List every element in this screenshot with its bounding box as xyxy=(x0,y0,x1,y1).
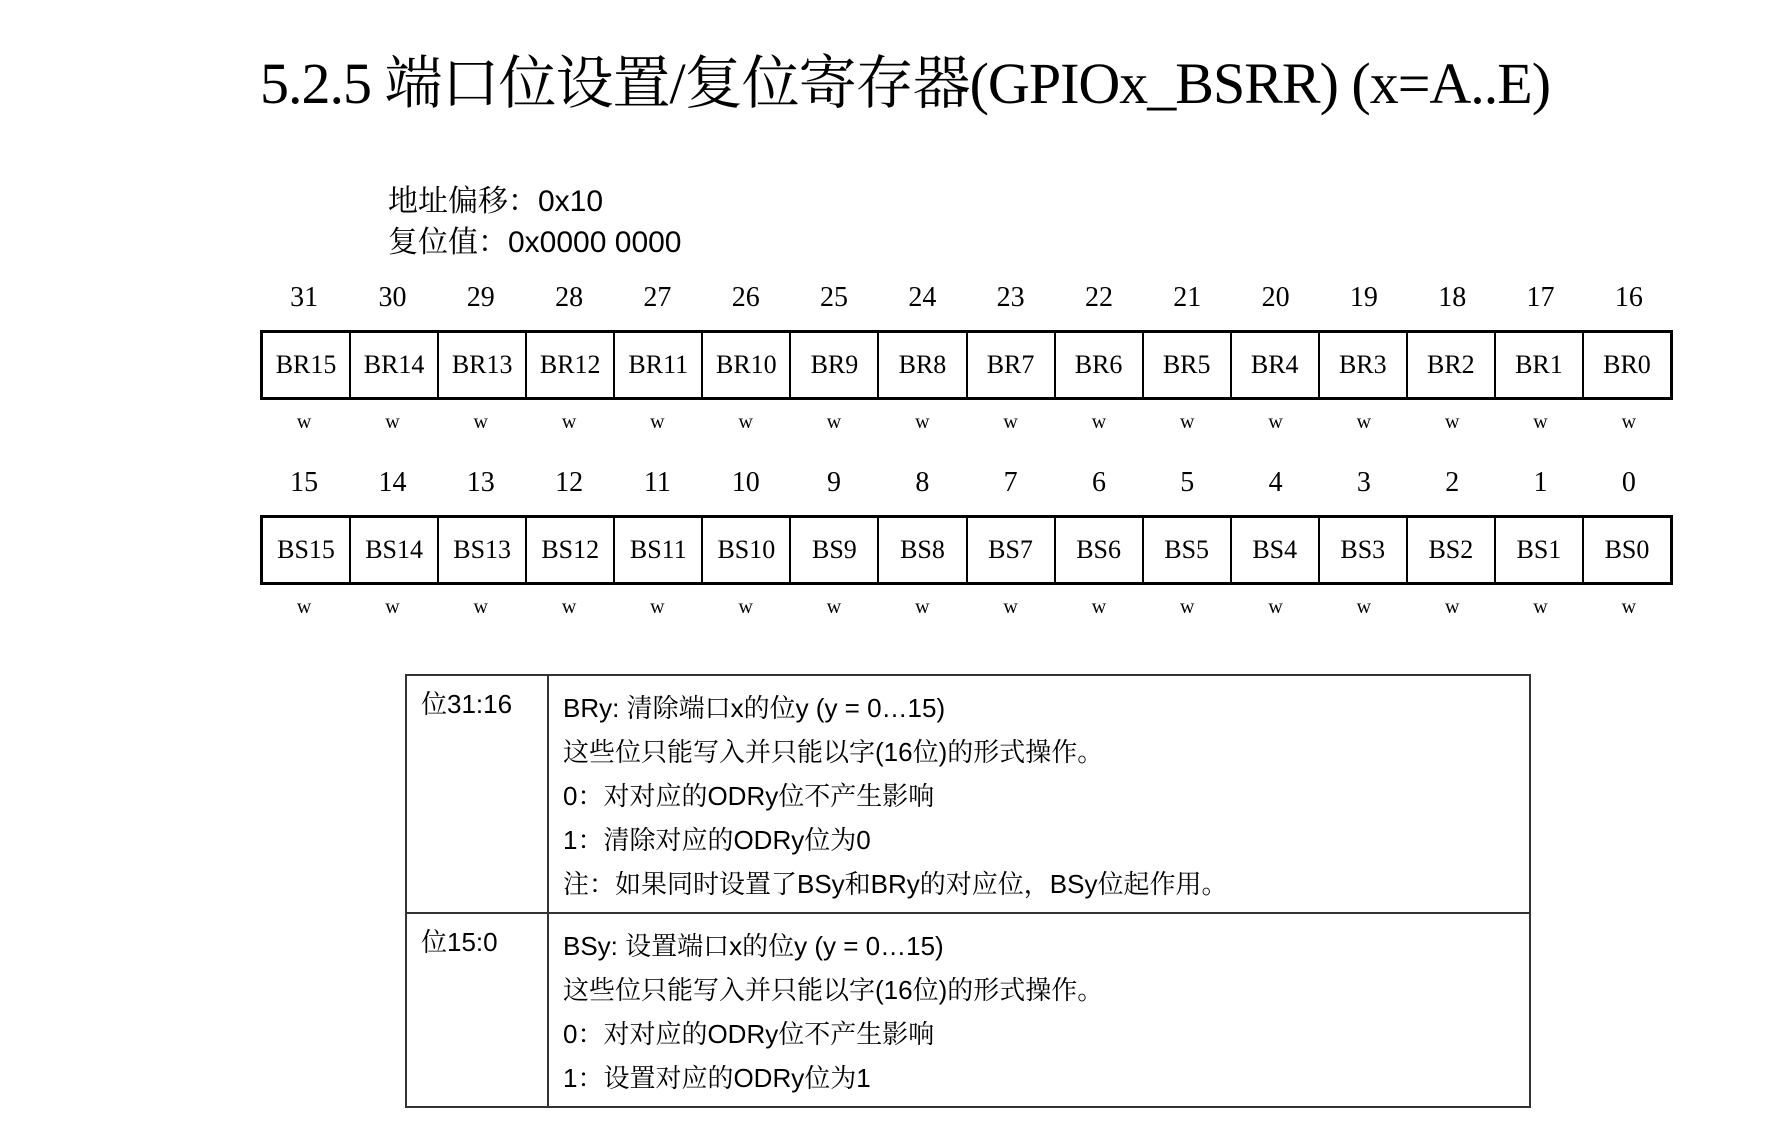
register-upper-half xyxy=(260,278,1673,442)
bit-number: 1 xyxy=(1533,467,1548,498)
register-field: BS4 xyxy=(1230,518,1318,582)
bit-number: 9 xyxy=(827,467,842,498)
register-field: BR8 xyxy=(877,333,965,397)
bit-number: 10 xyxy=(731,467,760,498)
access-type: w xyxy=(561,596,577,618)
register-field: BS11 xyxy=(613,518,701,582)
access-type: w xyxy=(473,596,488,618)
access-type: w xyxy=(1003,596,1018,618)
register-field: BS6 xyxy=(1054,518,1142,582)
bit-number: 11 xyxy=(643,467,671,498)
description-line: 这些位只能写入并只能以字(16位)的形式操作。 xyxy=(563,975,1104,1005)
description-line: BSy: 设置端口x的位y (y = 0…15) xyxy=(563,931,944,961)
register-field: BS14 xyxy=(349,518,437,582)
bit-number: 2 xyxy=(1445,467,1460,498)
bit-number: 0 xyxy=(1621,467,1636,498)
access-type: w xyxy=(1003,411,1018,433)
access-type: w xyxy=(1621,411,1637,433)
description-line: 1：清除对应的ODRy位为0 xyxy=(563,825,871,855)
register-field: BS15 xyxy=(277,535,335,564)
register-field: BR3 xyxy=(1318,333,1406,397)
access-type: w xyxy=(561,411,577,433)
access-type: w xyxy=(296,411,312,433)
register-field: BS10 xyxy=(701,518,789,582)
register-field: BS13 xyxy=(437,518,525,582)
register-field: BR13 xyxy=(437,333,525,397)
bit-number: 31 xyxy=(290,282,319,313)
register-field: BS9 xyxy=(789,518,877,582)
register-field: BS12 xyxy=(525,518,613,582)
address-offset: 地址偏移：0x10 xyxy=(388,185,604,218)
register-field: BR10 xyxy=(701,333,789,397)
access-type: w xyxy=(1533,596,1548,618)
access-type: w xyxy=(1533,411,1548,433)
access-type: w xyxy=(1180,596,1195,618)
bit-range-label: 位15:0 xyxy=(421,927,498,957)
register-field: BR9 xyxy=(789,333,877,397)
register-field: BR6 xyxy=(1054,333,1142,397)
section-title: 5.2.5 端口位设置/复位寄存器(GPIOx_BSRR) (x=A..E) xyxy=(260,51,1551,116)
access-type: w xyxy=(1356,596,1372,618)
access-type: w xyxy=(385,596,400,618)
bit-number: 15 xyxy=(290,467,319,498)
access-type: w xyxy=(296,596,312,618)
register-field: BR14 xyxy=(349,333,437,397)
bit-number-row xyxy=(260,278,1673,330)
register-lower-half xyxy=(260,463,1673,627)
register-field: BS8 xyxy=(877,518,965,582)
register-field: BS7 xyxy=(966,518,1054,582)
bit-range-cell xyxy=(406,675,548,913)
register-field: BR5 xyxy=(1142,333,1230,397)
bit-number: 29 xyxy=(466,282,495,313)
description-cell xyxy=(548,675,1530,913)
bit-number: 12 xyxy=(555,467,584,498)
bit-number: 4 xyxy=(1268,467,1283,498)
bit-number: 27 xyxy=(643,282,672,313)
description-line: 这些位只能写入并只能以字(16位)的形式操作。 xyxy=(563,737,1104,767)
bit-range-cell xyxy=(406,913,548,1107)
access-type: w xyxy=(1356,411,1372,433)
register-field: BS3 xyxy=(1318,518,1406,582)
bit-number: 17 xyxy=(1526,282,1555,313)
description-line: 注：如果同时设置了BSy和BRy的对应位，BSy位起作用。 xyxy=(563,869,1228,899)
register-field-row xyxy=(260,515,1673,585)
access-type: w xyxy=(385,411,400,433)
bit-number: 6 xyxy=(1091,467,1106,498)
access-type: w xyxy=(1091,596,1107,618)
bit-range-label: 位31:16 xyxy=(421,689,513,719)
description-line: 1：设置对应的ODRy位为1 xyxy=(563,1063,871,1093)
bit-number: 7 xyxy=(1003,467,1018,498)
register-field: BS1 xyxy=(1494,518,1582,582)
bit-number: 30 xyxy=(378,282,407,313)
access-type: w xyxy=(650,596,665,618)
bit-number: 5 xyxy=(1180,467,1195,498)
bit-number: 22 xyxy=(1084,282,1113,313)
access-type: w xyxy=(826,411,842,433)
access-type: w xyxy=(473,411,488,433)
register-field: BR15 xyxy=(275,350,337,379)
register-field: BR2 xyxy=(1406,333,1494,397)
description-cell xyxy=(548,913,1530,1107)
bit-number: 20 xyxy=(1261,282,1290,313)
access-type: w xyxy=(1180,411,1195,433)
access-type: w xyxy=(1444,596,1460,618)
bit-number: 19 xyxy=(1349,282,1378,313)
register-field: BR4 xyxy=(1230,333,1318,397)
bit-number: 24 xyxy=(908,282,937,313)
bit-number: 14 xyxy=(378,467,407,498)
access-type: w xyxy=(738,596,753,618)
bit-number: 8 xyxy=(915,467,930,498)
bit-number: 16 xyxy=(1614,282,1643,313)
bit-number: 26 xyxy=(731,282,760,313)
bit-number: 13 xyxy=(466,467,495,498)
register-field: BR7 xyxy=(966,333,1054,397)
access-type: w xyxy=(915,411,930,433)
bit-number: 23 xyxy=(996,282,1025,313)
access-type: w xyxy=(650,411,665,433)
register-field: BR0 xyxy=(1582,333,1670,397)
access-type: w xyxy=(1444,411,1460,433)
bit-description-table xyxy=(405,674,1531,1108)
description-line: BRy: 清除端口x的位y (y = 0…15) xyxy=(563,693,946,723)
access-type: w xyxy=(1268,596,1283,618)
bit-number: 28 xyxy=(555,282,584,313)
access-type: w xyxy=(1268,411,1283,433)
access-type-row xyxy=(260,400,1673,442)
bit-number: 25 xyxy=(820,282,849,313)
access-type: w xyxy=(1091,411,1107,433)
reset-value: 复位值：0x0000 0000 xyxy=(388,226,682,259)
table-row xyxy=(406,913,1530,1107)
register-field: BR1 xyxy=(1494,333,1582,397)
bit-number: 18 xyxy=(1438,282,1467,313)
description-line: 0：对对应的ODRy位不产生影响 xyxy=(563,781,935,811)
register-field: BR12 xyxy=(525,333,613,397)
register-field: BR11 xyxy=(613,333,701,397)
bit-number: 21 xyxy=(1173,282,1202,313)
access-type-row xyxy=(260,585,1673,627)
access-type: w xyxy=(738,411,753,433)
register-field: BS5 xyxy=(1142,518,1230,582)
access-type: w xyxy=(915,596,930,618)
table-row xyxy=(406,675,1530,913)
register-field: BS2 xyxy=(1406,518,1494,582)
description-line: 0：对对应的ODRy位不产生影响 xyxy=(563,1019,935,1049)
bit-number-row xyxy=(260,463,1673,515)
bit-number: 3 xyxy=(1356,467,1371,498)
access-type: w xyxy=(826,596,842,618)
register-field: BS0 xyxy=(1582,518,1670,582)
register-field-row xyxy=(260,330,1673,400)
access-type: w xyxy=(1621,596,1637,618)
